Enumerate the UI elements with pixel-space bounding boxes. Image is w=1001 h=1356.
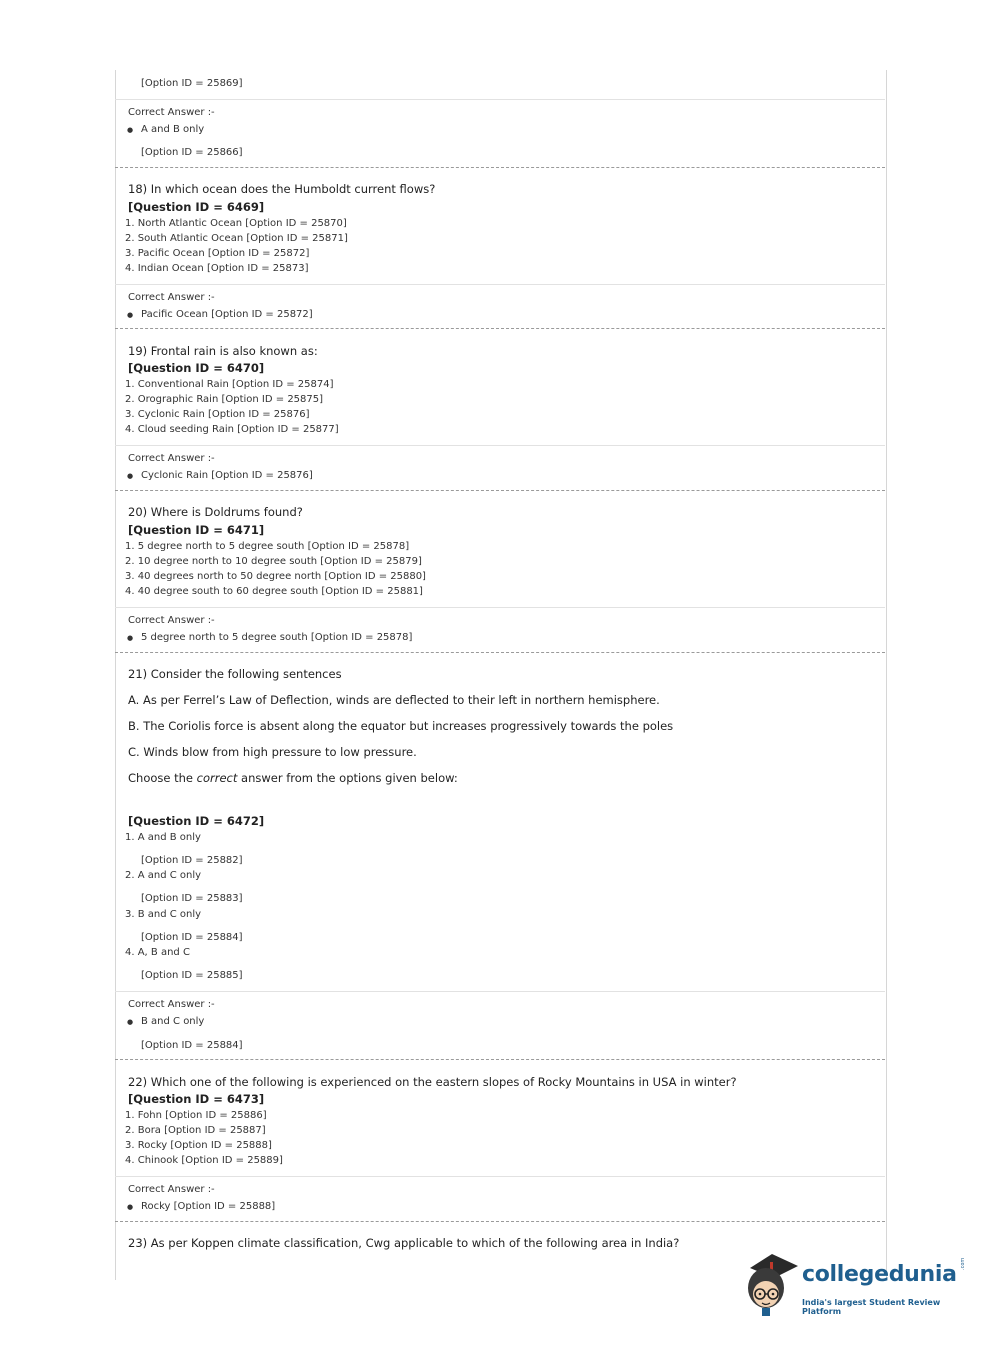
q18-correct-label: Correct Answer :-	[128, 292, 215, 303]
q20-option-2: 2. 10 degree north to 10 degree south [Option ID = 25879]	[125, 556, 422, 567]
q19-option-3: 3. Cyclonic Rain [Option ID = 25876]	[125, 409, 310, 420]
divider	[115, 991, 885, 992]
question-19-text: 19) Frontal rain is also known as:	[128, 344, 318, 358]
q21-correct-label: Correct Answer :-	[128, 999, 215, 1010]
question-22-text: 22) Which one of the following is experienced on the eastern slopes of Rocky Mountains in USA in winter?	[128, 1075, 737, 1089]
correct-answer-value: ● A and B only	[141, 124, 204, 135]
q21-option-1-id: [Option ID = 25882]	[141, 855, 243, 866]
q21-correct-option-id: [Option ID = 25884]	[141, 1040, 243, 1051]
question-18-text: 18) In which ocean does the Humboldt current flows?	[128, 182, 436, 196]
brand-tagline: India's largest Student Review Platform	[802, 1298, 941, 1316]
q21-option-4: 4. A, B and C	[125, 947, 190, 958]
question-separator	[115, 1221, 885, 1222]
question-20-id: [Question ID = 6471]	[128, 523, 265, 537]
q19-correct-label: Correct Answer :-	[128, 453, 215, 464]
collegedunia-logo	[742, 1250, 972, 1320]
q20-option-4: 4. 40 degree south to 60 degree south [Option ID = 25881]	[125, 586, 423, 597]
q20-option-3: 3. 40 degrees north to 50 degree north [Option ID = 25880]	[125, 571, 426, 582]
question-19-id: [Question ID = 6470]	[128, 361, 265, 375]
question-separator	[115, 652, 885, 653]
q21-statement-c: C. Winds blow from high pressure to low pressure.	[128, 745, 417, 759]
question-21-text: 21) Consider the following sentences	[128, 667, 342, 681]
question-separator	[115, 167, 885, 168]
q22-option-1: 1. Fohn [Option ID = 25886]	[125, 1110, 267, 1121]
q21-correct-value: ● B and C only	[141, 1016, 204, 1027]
q21-statement-a: A. As per Ferrel’s Law of Deflection, winds are deflected to their left in northern hemisphere.	[128, 693, 660, 707]
q21-instruction-emphasis: correct	[196, 771, 238, 785]
q20-correct-value: ● 5 degree north to 5 degree south [Option ID = 25878]	[141, 632, 412, 643]
q21-option-2: 2. A and C only	[125, 870, 202, 881]
question-separator	[115, 328, 885, 329]
q20-option-1: 1. 5 degree north to 5 degree south [Option ID = 25878]	[125, 541, 410, 552]
q20-correct-label: Correct Answer :-	[128, 615, 215, 626]
question-18-id: [Question ID = 6469]	[128, 200, 265, 214]
question-20-text: 20) Where is Doldrums found?	[128, 505, 303, 519]
q21-option-3-id: [Option ID = 25884]	[141, 932, 243, 943]
divider	[115, 99, 885, 100]
q18-correct-value: ● Pacific Ocean [Option ID = 25872]	[141, 309, 313, 320]
brand-dotcom: .com	[960, 1257, 966, 1270]
question-separator	[115, 1059, 885, 1060]
q22-option-2: 2. Bora [Option ID = 25887]	[125, 1125, 266, 1136]
divider	[115, 284, 885, 285]
correct-option-id: [Option ID = 25866]	[141, 147, 243, 158]
q19-option-2: 2. Orographic Rain [Option ID = 25875]	[125, 394, 324, 405]
q18-option-2: 2. South Atlantic Ocean [Option ID = 25871]	[125, 233, 348, 244]
q21-option-3: 3. B and C only	[125, 909, 202, 920]
question-separator	[115, 490, 885, 491]
q21-instruction-pre: Choose the	[128, 771, 197, 785]
q22-correct-value: ● Rocky [Option ID = 25888]	[141, 1201, 275, 1212]
brand-name: collegedunia	[802, 1262, 957, 1287]
q22-correct-label: Correct Answer :-	[128, 1184, 215, 1195]
question-21-id: [Question ID = 6472]	[128, 814, 265, 828]
q21-option-2-id: [Option ID = 25883]	[141, 893, 243, 904]
question-23-text: 23) As per Koppen climate classification, Cwg applicable to which of the following area in India?	[128, 1236, 680, 1250]
q18-option-4: 4. Indian Ocean [Option ID = 25873]	[125, 263, 309, 274]
divider	[115, 445, 885, 446]
q19-option-4: 4. Cloud seeding Rain [Option ID = 25877]	[125, 424, 339, 435]
correct-answer-label: Correct Answer :-	[128, 107, 215, 118]
question-22-id: [Question ID = 6473]	[128, 1092, 265, 1106]
q19-correct-value: ● Cyclonic Rain [Option ID = 25876]	[141, 470, 313, 481]
divider	[115, 607, 885, 608]
q21-instruction	[128, 771, 458, 785]
q22-option-4: 4. Chinook [Option ID = 25889]	[125, 1155, 283, 1166]
divider	[115, 1176, 885, 1177]
q18-option-1: 1. North Atlantic Ocean [Option ID = 25870]	[125, 218, 347, 229]
q21-option-4-id: [Option ID = 25885]	[141, 970, 243, 981]
mascot-icon	[742, 1250, 802, 1320]
q21-option-1: 1. A and B only	[125, 832, 201, 843]
q19-option-1: 1. Conventional Rain [Option ID = 25874]	[125, 379, 334, 390]
q21-instruction-post: answer from the options given below:	[237, 771, 458, 785]
prev-option-id: [Option ID = 25869]	[141, 78, 243, 89]
q22-option-3: 3. Rocky [Option ID = 25888]	[125, 1140, 272, 1151]
q18-option-3: 3. Pacific Ocean [Option ID = 25872]	[125, 248, 310, 259]
q21-statement-b: B. The Coriolis force is absent along the equator but increases progressively towards the poles	[128, 719, 674, 733]
